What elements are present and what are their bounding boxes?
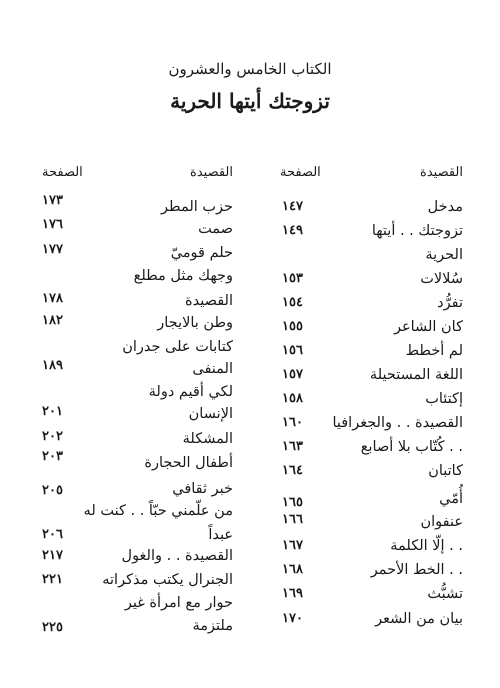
toc-page: ١٥٥ [282, 319, 303, 334]
toc-page: ٢٠٦ [42, 527, 63, 542]
toc-title: عبداً [208, 527, 233, 543]
toc-title: بيان من الشعر [375, 611, 463, 627]
toc-page: ١٧٧ [42, 242, 63, 257]
toc-title: حلم قوميّ [170, 245, 233, 261]
toc-page: ١٨٩ [42, 358, 63, 373]
toc-page: ١٦٦ [282, 512, 303, 527]
toc-title: أطفال الحجارة [144, 455, 233, 471]
poem-title: تزوجتك أيتها الحرية [170, 89, 330, 113]
toc-page: ١٦٤ [282, 463, 303, 478]
toc-title: القصيدة . . والجغرافيا [332, 415, 463, 431]
toc-page: ١٦٥ [282, 495, 303, 510]
toc-title: كُتّاب بلا أصابع . . [360, 439, 463, 455]
right-poem-header: القصيدة [420, 165, 463, 180]
toc-title: ملتزمة [192, 618, 233, 634]
toc-title: تشبُّث [427, 586, 463, 602]
toc-page: ١٦٨ [282, 562, 303, 577]
toc-title: القصيدة [185, 293, 233, 309]
right-page-header: الصفحة [280, 165, 321, 180]
toc-page: ١٨٢ [42, 313, 63, 328]
toc-title: حزب المطر [161, 199, 233, 215]
book-title: الكتاب الخامس والعشرون [168, 60, 332, 78]
toc-page: ١٦٧ [282, 538, 303, 553]
toc-page: ١٧٦ [42, 217, 63, 232]
toc-title: مدخل [427, 199, 463, 215]
toc-title: المنفى [192, 361, 233, 377]
toc-title: تفرُّد [437, 295, 463, 311]
toc-page: ٢٠١ [42, 404, 63, 419]
toc-title: اللغة المستحيلة [369, 367, 463, 383]
toc-title: صمت [198, 221, 233, 237]
left-page-header: الصفحة [42, 165, 83, 180]
toc-title: الإنسان [188, 406, 233, 422]
toc-page: ١٥٨ [282, 391, 303, 406]
toc-title: سُلالات [420, 271, 463, 287]
toc-page: ٢٢١ [42, 572, 63, 587]
toc-title: لكي أقيم دولة [148, 384, 233, 400]
toc-page: ٢٠٣ [42, 449, 63, 464]
toc-title: القصيدة . . والغول [121, 548, 233, 564]
toc-title: وطن بالايجار [157, 315, 233, 331]
toc-title: خبر ثقافي [172, 481, 233, 497]
toc-page: ١٥٣ [282, 271, 303, 286]
toc-page: ١٦٩ [282, 586, 303, 601]
toc-title: أُمّي [439, 491, 463, 507]
toc-title: لم أخطط [405, 343, 463, 359]
toc-title: كاتبان [428, 463, 463, 479]
toc-title: كان الشاعر [393, 319, 463, 335]
toc-page: ١٥٦ [282, 343, 303, 358]
toc-title: الجنرال يكتب مذكراته [102, 572, 233, 588]
toc-title: إلّا الكلمة . . [390, 538, 463, 554]
toc-title: المشكلة [182, 431, 233, 447]
toc-title: من علّمني حبّاً . . كنت له [83, 503, 233, 519]
toc-page: ١٦٣ [282, 439, 303, 454]
toc-page: ١٧٠ [282, 611, 303, 626]
toc-page: ١٥٤ [282, 295, 303, 310]
toc-title: عنفوان [420, 514, 463, 530]
toc-title: الخط الأحمر . . [370, 562, 463, 578]
left-poem-header: القصيدة [190, 165, 233, 180]
toc-page: ٢١٧ [42, 548, 63, 563]
toc-page: ١٤٧ [282, 199, 303, 214]
toc-page: ٢٠٥ [42, 483, 63, 498]
toc-page: ٢٢٥ [42, 620, 63, 635]
toc-page: ١٤٩ [282, 223, 303, 238]
toc-title: حوار مع امرأة غير [124, 595, 233, 611]
toc-page: ١٦٠ [282, 415, 303, 430]
toc-title: تزوجتك . . أيتها [371, 223, 463, 239]
toc-page: ٢٠٢ [42, 429, 63, 444]
toc-page: ١٧٨ [42, 291, 63, 306]
toc-title: كتابات على جدران [122, 339, 233, 355]
toc-title: وجهك مثل مطلع [133, 268, 233, 284]
toc-page: ١٥٧ [282, 367, 303, 382]
toc-page: ١٧٣ [42, 193, 63, 208]
toc-title: إكتئاب [425, 391, 463, 407]
toc-title: الحرية [425, 247, 463, 263]
